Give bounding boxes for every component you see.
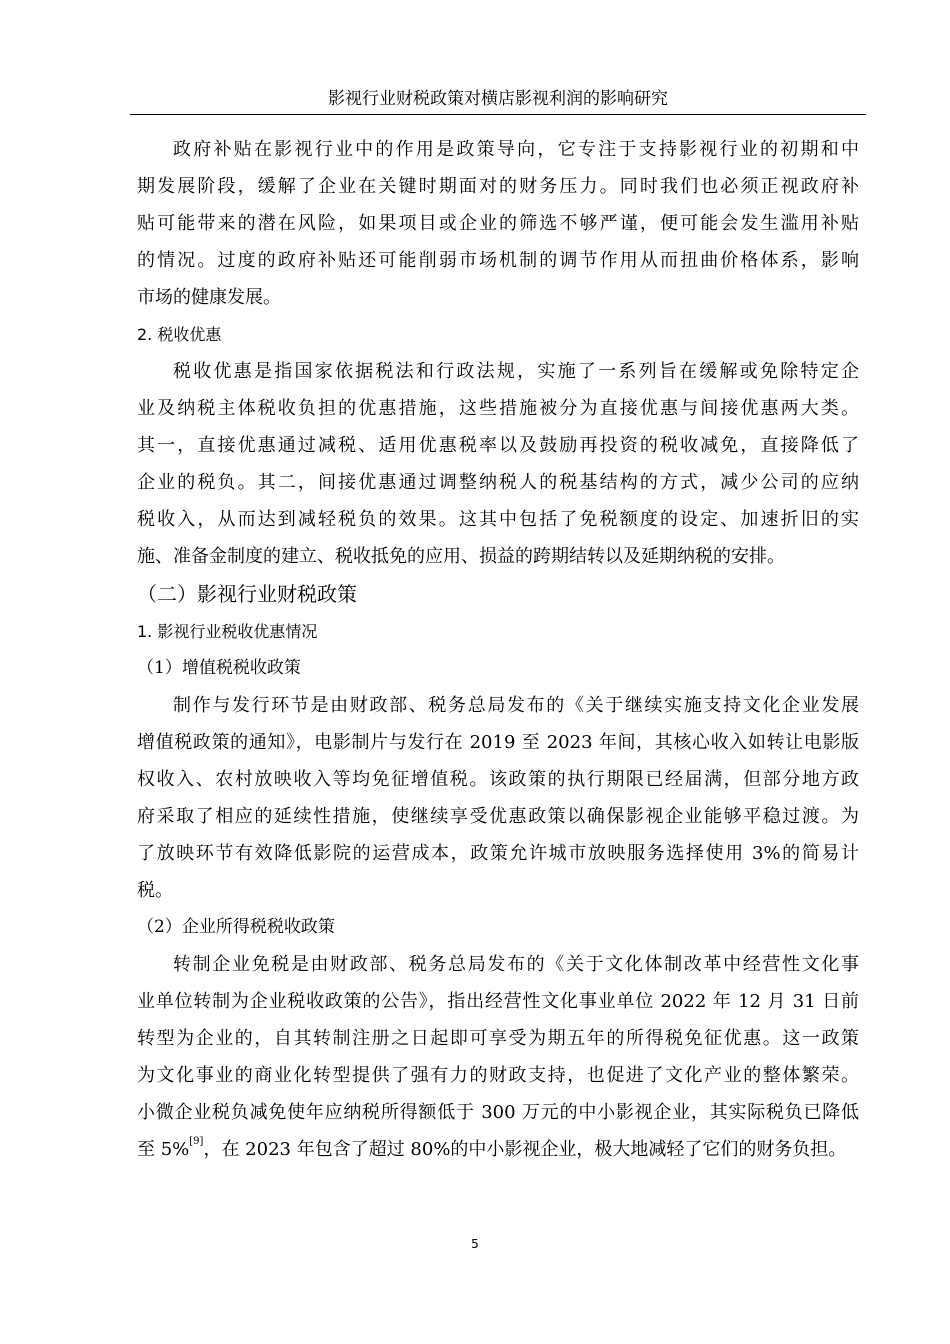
text-line: 转制企业免税是由财政部、税务总局发布的《关于文化体制改革中经营性文化事 (173, 954, 859, 975)
text-line: 增值税政策的通知》，电影制片与发行在 2019 至 2023 年间，其核心收入如转让电影版 (137, 732, 859, 753)
paragraph-vat (137, 687, 859, 909)
heading-film-tax: 1. 影视行业税收优惠情况 (137, 622, 318, 641)
text-line: 了放映环节有效降低影院的运营成本，政策允许城市放映服务选择使用 3%的简易计 (137, 843, 859, 864)
paragraph-subsidy (137, 131, 859, 316)
text-line: 其一，直接优惠通过减税、适用优惠税率以及鼓励再投资的税收减免，直接降低了 (137, 435, 859, 456)
text-line: 期发展阶段，缓解了企业在关键时期面对的财务压力。同时我们也必须正视政府补 (137, 176, 859, 197)
text-line: 府采取了相应的延续性措施，使继续享受优惠政策以确保影视企业能够平稳过渡。为 (137, 806, 859, 827)
text-line: 权收入、农村放映收入等均免征增值税。该政策的执行期限已经届满，但部分地方政 (137, 769, 859, 790)
paragraph-cit (137, 946, 859, 1168)
paragraph-tax-incentives (137, 353, 859, 575)
subheading-cit: （2）企业所得税税收政策 (137, 917, 335, 937)
text-line: 市场的健康发展。 (137, 287, 281, 308)
text-line: 小微企业税负减免使年应纳税所得额低于 300 万元的中小影视企业，其实际税负已降低 (137, 1102, 859, 1123)
text-line: 的情况。过度的政府补贴还可能削弱市场机制的调节作用从而扭曲价格体系，影响 (137, 250, 859, 271)
page-body (137, 131, 859, 1168)
text-line (137, 1131, 859, 1168)
page-number: 5 (471, 1237, 479, 1251)
text-line: 业单位转制为企业税收政策的公告》，指出经营性文化事业单位 2022 年 12 月 31 日前 (137, 991, 859, 1012)
text-line: 制作与发行环节是由财政部、税务总局发布的《关于继续实施支持文化企业发展 (173, 695, 859, 716)
text-line: 税收优惠是指国家依据税法和行政法规，实施了一系列旨在缓解或免除特定企 (173, 361, 859, 382)
subheading-vat: （1）增值税税收政策 (137, 658, 301, 678)
text-fragment: 至 5% (137, 1139, 190, 1160)
citation-ref[interactable]: [9] (189, 1136, 204, 1147)
text-line: 转型为企业的，自其转制注册之日起即可享受为期五年的所得税免征优惠。这一政策 (137, 1028, 859, 1049)
text-line: 业及纳税主体税收负担的优惠措施，这些措施被分为直接优惠与间接优惠两大类。 (137, 398, 859, 419)
text-fragment: ，在 2023 年包含了超过 80%的中小影视企业，极大地减轻了它们的财务负担。 (203, 1139, 847, 1160)
text-line: 政府补贴在影视行业中的作用是政策导向，它专注于支持影视行业的初期和中 (173, 139, 859, 160)
running-header: 影视行业财税政策对横店影视利润的影响研究 (328, 89, 668, 109)
text-line: 施、准备金制度的建立、税收抵免的应用、损益的跨期结转以及延期纳税的安排。 (137, 546, 785, 567)
text-line: 为文化事业的商业化转型提供了强有力的财政支持，也促进了文化产业的整体繁荣。 (137, 1065, 859, 1086)
text-line: 税收入，从而达到减轻税负的效果。这其中包括了免税额度的设定、加速折旧的实 (137, 509, 859, 530)
text-line: 企业的税负。其二，间接优惠通过调整纳税人的税基结构的方式，减少公司的应纳 (137, 472, 859, 493)
heading-tax-incentives: 2. 税收优惠 (137, 325, 222, 344)
header-rule (130, 114, 866, 115)
section-title: （二）影视行业财税政策 (137, 582, 357, 606)
text-line: 税。 (137, 880, 173, 901)
text-line: 贴可能带来的潜在风险，如果项目或企业的筛选不够严谨，便可能会发生滥用补贴 (137, 213, 859, 234)
